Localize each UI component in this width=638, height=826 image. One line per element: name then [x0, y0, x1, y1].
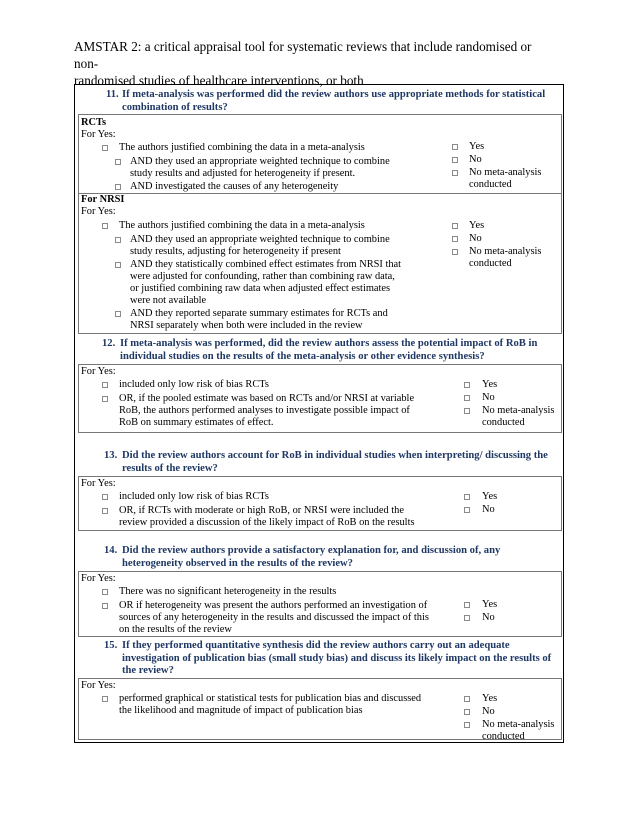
answer-yes-checkbox[interactable]: [464, 696, 470, 702]
question-14-heading: [104, 545, 554, 571]
criterion-text: were not available: [130, 295, 207, 306]
checkbox[interactable]: [102, 603, 108, 609]
answer-no-label: No: [482, 612, 495, 623]
criterion-text: The authors justified combining the data in a meta-analysis: [119, 142, 365, 153]
answer-no-ma-checkbox[interactable]: [464, 722, 470, 728]
question-text-line-1: If meta-analysis was performed, did the review authors assess the potential impact of RoB in: [120, 338, 538, 349]
answer-no-label: No: [482, 504, 495, 515]
criterion-text: OR, if RCTs with moderate or high RoB, or NRSI were included the: [119, 505, 404, 516]
answer-no-ma-label: No meta-analysis: [482, 719, 555, 730]
answer-no-ma-label-2: conducted: [469, 258, 512, 269]
checkbox[interactable]: [102, 382, 108, 388]
checkbox[interactable]: [102, 223, 108, 229]
answer-no-label: No: [469, 154, 482, 165]
answer-no-ma-label-2: conducted: [469, 179, 512, 190]
answer-no-label: No: [482, 706, 495, 717]
answer-yes-checkbox[interactable]: [452, 223, 458, 229]
answer-yes-label: Yes: [469, 141, 485, 152]
for-yes-label: For Yes:: [81, 206, 116, 217]
criterion-text: OR if heterogeneity was present the authors performed an investigation of: [119, 600, 428, 611]
answer-no-ma-label-2: conducted: [482, 731, 525, 742]
question-number: 14.: [104, 545, 118, 556]
question-number: 11.: [106, 89, 119, 100]
answer-no-label: No: [482, 392, 495, 403]
rct-heading: RCTs: [81, 117, 107, 128]
question-text-line-1: Did the review authors provide a satisfactory explanation for, and discussion of, any: [122, 545, 501, 556]
answer-no-ma-checkbox[interactable]: [464, 408, 470, 414]
criterion-text: or justified combining raw data when adjusted effect estimates: [130, 283, 391, 294]
answer-yes-label: Yes: [482, 599, 498, 610]
question-number: 12.: [102, 338, 116, 349]
criterion-text: The authors justified combining the data in a meta-analysis: [119, 220, 365, 231]
criterion-text: included only low risk of bias RCTs: [119, 379, 269, 390]
q15-section: [78, 678, 562, 740]
for-yes-label: For Yes:: [81, 573, 116, 584]
question-text-line-3: the review?: [122, 665, 174, 676]
q12-section: [78, 364, 562, 433]
checkbox[interactable]: [115, 159, 121, 165]
answer-no-checkbox[interactable]: [464, 709, 470, 715]
answer-no-ma-label: No meta-analysis: [482, 405, 555, 416]
answer-yes-label: Yes: [482, 693, 498, 704]
question-12-heading: [102, 338, 552, 364]
for-yes-label: For Yes:: [81, 680, 116, 691]
checkbox[interactable]: [115, 237, 121, 243]
answer-no-ma-label: No meta-analysis: [469, 167, 542, 178]
question-text-line-1: Did the review authors account for RoB in individual studies when interpreting/ discussing the: [122, 450, 548, 461]
criterion-text: AND investigated the causes of any heterogeneity: [130, 181, 339, 192]
question-text-line-2: combination of results?: [122, 101, 228, 113]
answer-no-checkbox[interactable]: [452, 236, 458, 242]
question-11-heading: [106, 89, 546, 115]
criterion-text: on the results of the review: [119, 624, 232, 635]
title-line-2: randomised studies of healthcare interventions, or both: [74, 73, 364, 88]
answer-no-checkbox[interactable]: [464, 507, 470, 513]
answer-yes-checkbox[interactable]: [464, 382, 470, 388]
answer-no-ma-label-2: conducted: [482, 417, 525, 428]
criterion-text: AND they statistically combined effect estimates from NRSI that: [130, 259, 402, 270]
title-line-1: AMSTAR 2: a critical appraisal tool for systematic reviews that include randomised or non-: [74, 39, 532, 71]
q14-section: [78, 571, 562, 637]
criterion-text: AND they used an appropriate weighted technique to combine: [130, 156, 390, 167]
answer-yes-label: Yes: [469, 220, 485, 231]
q13-section: [78, 476, 562, 531]
answer-yes-label: Yes: [482, 491, 498, 502]
answer-yes-checkbox[interactable]: [452, 144, 458, 150]
checkbox[interactable]: [102, 494, 108, 500]
question-text-line-2: results of the review?: [122, 462, 218, 474]
checkbox[interactable]: [102, 508, 108, 514]
for-yes-label: For Yes:: [81, 366, 116, 377]
answer-no-checkbox[interactable]: [452, 157, 458, 163]
criterion-text: sources of any heterogeneity in the results and discussed the impact of this: [119, 612, 429, 623]
criterion-text: There was no significant heterogeneity in the results: [119, 586, 337, 597]
criterion-text: included only low risk of bias RCTs: [119, 491, 269, 502]
criterion-text: the likelihood and magnitude of impact of publication bias: [119, 705, 363, 716]
answer-yes-checkbox[interactable]: [464, 494, 470, 500]
question-number: 15.: [104, 640, 118, 651]
question-text-line-2: heterogeneity observed in the results of the review?: [122, 557, 353, 569]
checkbox[interactable]: [102, 696, 108, 702]
answer-no-checkbox[interactable]: [464, 395, 470, 401]
nrsi-heading: For NRSI: [81, 194, 125, 205]
checkbox[interactable]: [102, 145, 108, 151]
question-15-heading: [104, 640, 554, 678]
criterion-text: NRSI separately when both were included in the review: [130, 320, 363, 331]
answer-no-label: No: [469, 233, 482, 244]
criterion-text: performed graphical or statistical tests for publication bias and discussed: [119, 693, 422, 704]
for-yes-label: For Yes:: [81, 129, 116, 140]
criterion-text: review provided a discussion of the likely impact of RoB on the results: [119, 517, 415, 528]
checkbox[interactable]: [102, 396, 108, 402]
question-text-line-1: If they performed quantitative synthesis did the review authors carry out an adequate: [122, 640, 510, 651]
question-text-line-2: individual studies on the results of the meta-analysis or other evidence synthesis?: [120, 350, 485, 362]
criterion-text: study results and adjusted for heterogeneity if present.: [130, 168, 356, 179]
answer-no-ma-checkbox[interactable]: [452, 170, 458, 176]
question-number: 13.: [104, 450, 118, 461]
criterion-text: RoB, the authors performed analyses to investigate possible impact of: [119, 405, 410, 416]
criterion-text: RoB on summary estimates of effect.: [119, 417, 274, 428]
criterion-text: AND they reported separate summary estimates for RCTs and: [130, 308, 388, 319]
q11-rct-section: [78, 114, 562, 194]
q11-nrsi-section: [78, 193, 562, 334]
answer-no-ma-label: No meta-analysis: [469, 246, 542, 257]
question-text-line-1: If meta-analysis was performed did the review authors use appropriate methods for statistical: [122, 89, 546, 100]
criterion-text: were adjusted for confounding, rather than combining raw data,: [130, 271, 395, 282]
answer-no-ma-checkbox[interactable]: [452, 249, 458, 255]
document-title: [74, 38, 554, 89]
question-13-heading: [104, 450, 554, 476]
question-text-line-2: investigation of publication bias (small study bias) and discuss its likely impact on the results of: [122, 652, 552, 664]
answer-no-checkbox[interactable]: [464, 615, 470, 621]
criterion-text: study results, adjusting for heterogeneity if present: [130, 246, 341, 257]
checkbox[interactable]: [102, 589, 108, 595]
for-yes-label: For Yes:: [81, 478, 116, 489]
checkbox[interactable]: [115, 311, 121, 317]
criterion-text: OR, if the pooled estimate was based on RCTs and/or NRSI at variable: [119, 393, 415, 404]
answer-yes-label: Yes: [482, 379, 498, 390]
checkbox[interactable]: [115, 184, 121, 190]
criterion-text: AND they used an appropriate weighted technique to combine: [130, 234, 390, 245]
checkbox[interactable]: [115, 262, 121, 268]
answer-yes-checkbox[interactable]: [464, 602, 470, 608]
